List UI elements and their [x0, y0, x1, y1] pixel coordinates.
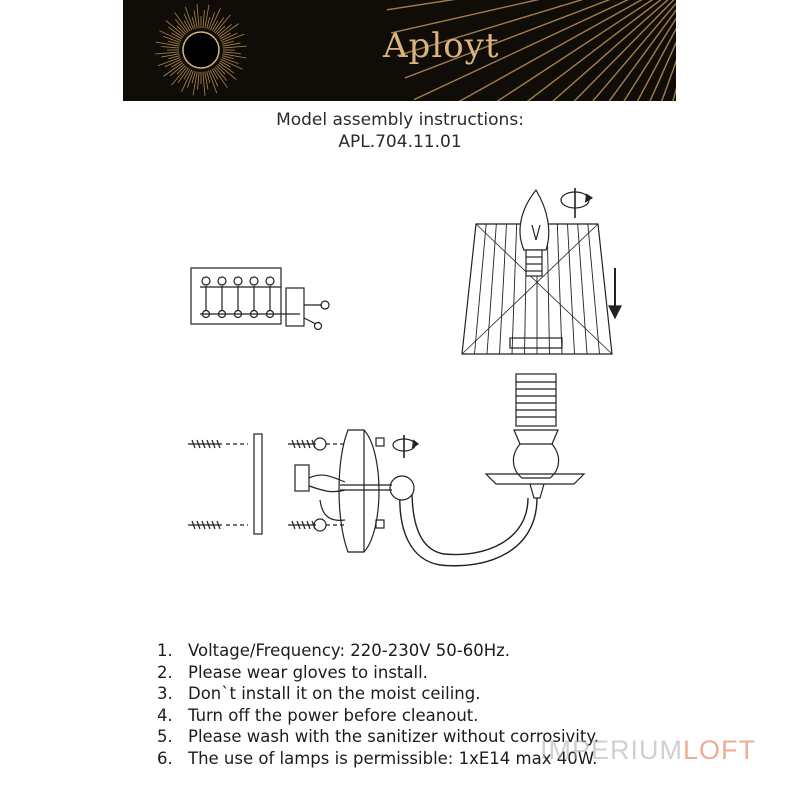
- wall-lamp-arm-icon: [390, 430, 584, 566]
- candle-bulb-icon: [520, 190, 549, 276]
- assembly-diagram: [0, 160, 800, 630]
- list-item: 5. Please wash with the sanitizer without corrosivity.: [157, 727, 600, 746]
- brand-banner: [123, 0, 676, 101]
- instructions-list: [157, 640, 599, 769]
- list-item: 6. The use of lamps is permissible: 1xE14 max 40W.: [157, 748, 598, 768]
- mounting-plate: [254, 434, 262, 534]
- rotate-arrow-icon: [393, 435, 418, 458]
- terminal-block-icon: [191, 268, 329, 330]
- watermark: IMPERIUMLOFT: [540, 735, 757, 765]
- brand-logo-text: Aployt: [383, 26, 500, 66]
- model-number: APL.704.11.01: [338, 132, 462, 152]
- down-arrow-icon: [609, 268, 621, 318]
- list-item: 1. Voltage/Frequency: 220-230V 50-60Hz.: [157, 641, 511, 660]
- list-item: 3. Don`t install it on the moist ceiling.: [157, 684, 481, 703]
- list-item: 2. Please wear gloves to install.: [157, 662, 428, 682]
- list-item: 4. Turn off the power before cleanout.: [157, 705, 479, 725]
- rotate-arrow-icon: [561, 188, 592, 218]
- wall-canopy-icon: [339, 430, 392, 552]
- page-title: Model assembly instructions:: [276, 110, 524, 130]
